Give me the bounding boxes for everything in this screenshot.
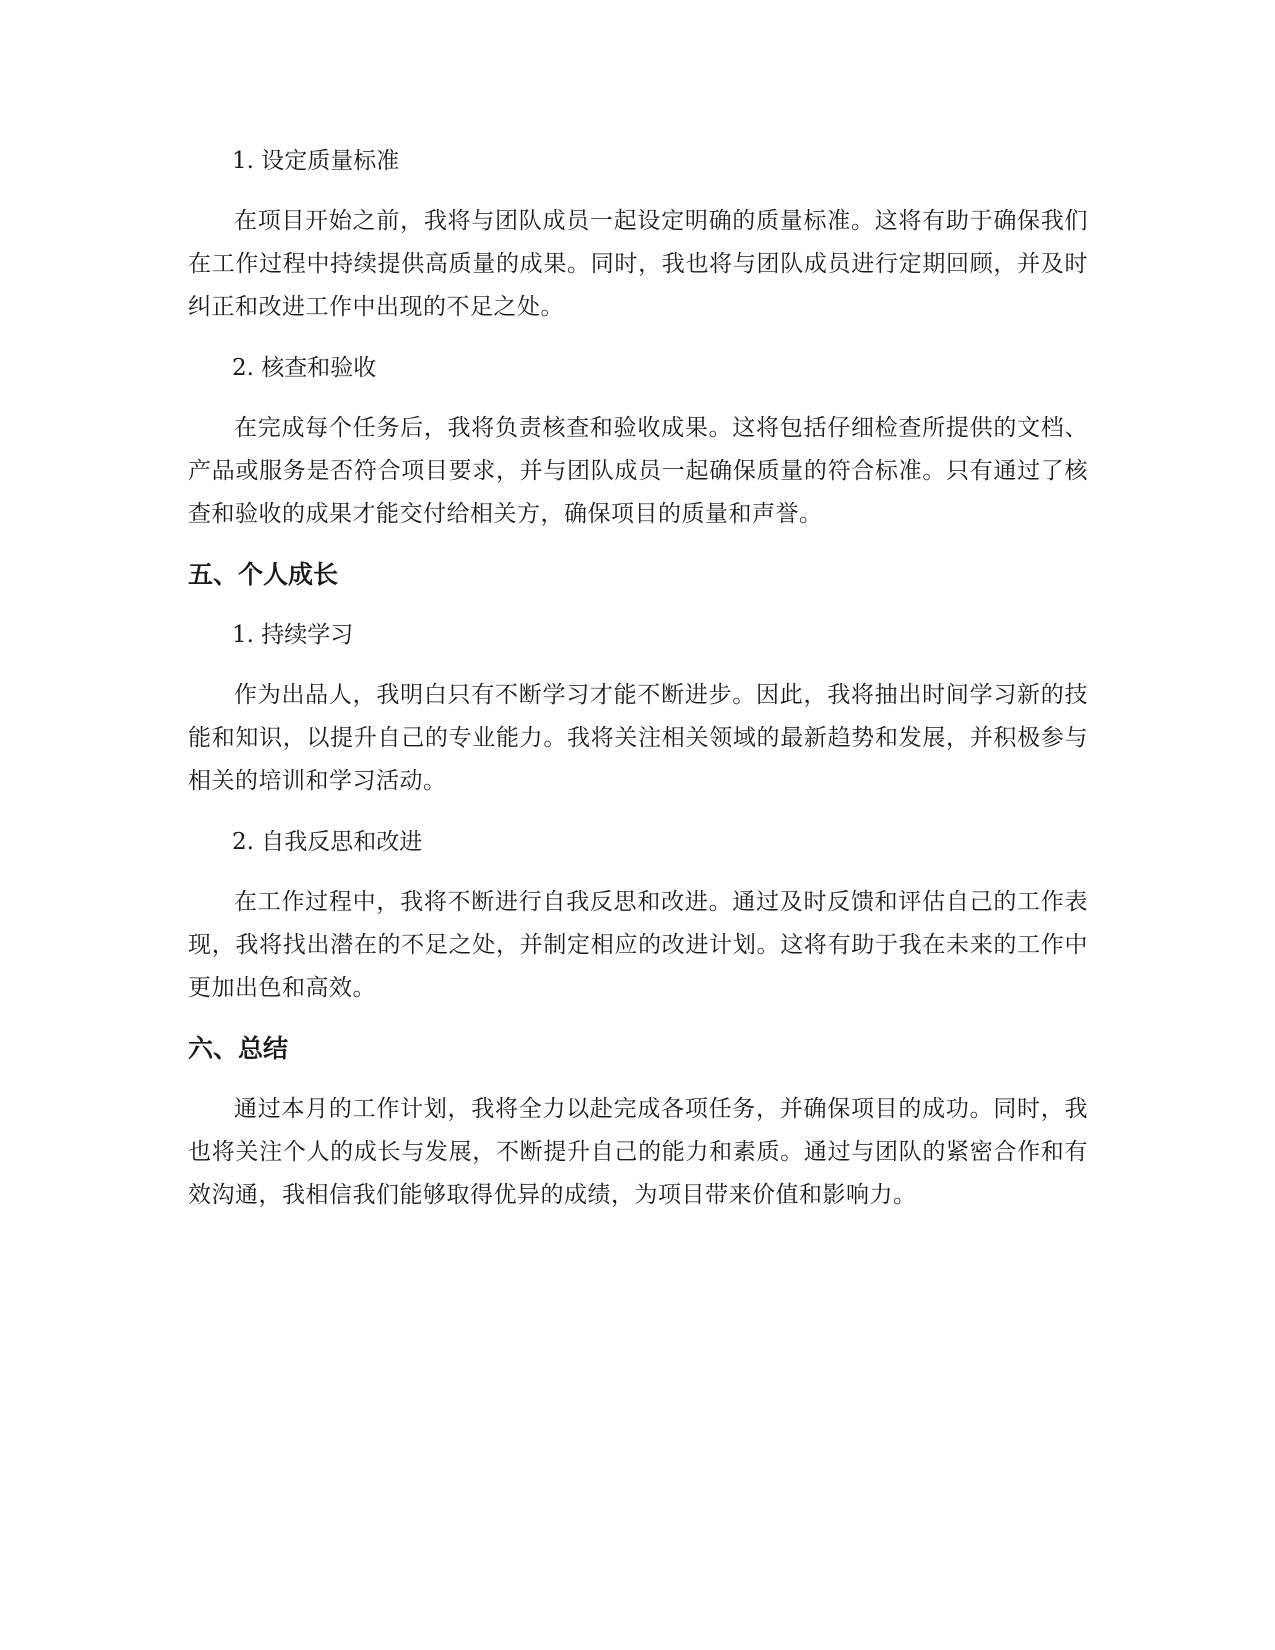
subheading-quality-standards: 1. 设定质量标准	[232, 148, 400, 174]
paragraph-self-reflection: 在工作过程中，我将不断进行自我反思和改进。通过及时反馈和评估自己的工作表现，我将找出潜在的不足之处，并制定相应的改进计划。这将有助于我在未来的工作中更加出色和高效。	[188, 889, 1088, 1001]
paragraph-review-acceptance: 在完成每个任务后，我将负责核查和验收成果。这将包括仔细检查所提供的文档、产品或服务是否符合项目要求，并与团队成员一起确保质量的符合标准。只有通过了核查和验收的成果才能交付给相关方，确保项目的质量和声誉。	[188, 415, 1088, 527]
paragraph-quality-standards: 在项目开始之前，我将与团队成员一起设定明确的质量标准。这将有助于确保我们在工作过程中持续提供高质量的成果。同时，我也将与团队成员进行定期回顾，并及时纠正和改进工作中出现的不足之处。	[188, 208, 1088, 320]
subheading-self-reflection: 2. 自我反思和改进	[232, 829, 423, 855]
document-page	[188, 140, 1088, 1235]
paragraph-summary: 通过本月的工作计划，我将全力以赴完成各项任务，并确保项目的成功。同时，我也将关注个人的成长与发展，不断提升自己的能力和素质。通过与团队的紧密合作和有效沟通，我相信我们能够取得优异的成绩，为项目带来价值和影响力。	[188, 1096, 1088, 1208]
subheading-review-acceptance: 2. 核查和验收	[232, 355, 377, 381]
paragraph-continuous-learning: 作为出品人，我明白只有不断学习才能不断进步。因此，我将抽出时间学习新的技能和知识，以提升自己的专业能力。我将关注相关领域的最新趋势和发展，并积极参与相关的培训和学习活动。	[188, 682, 1088, 794]
section-heading-summary: 六、总结	[188, 1034, 289, 1063]
subheading-continuous-learning: 1. 持续学习	[232, 622, 354, 648]
section-heading-personal-growth: 五、个人成长	[188, 560, 339, 589]
